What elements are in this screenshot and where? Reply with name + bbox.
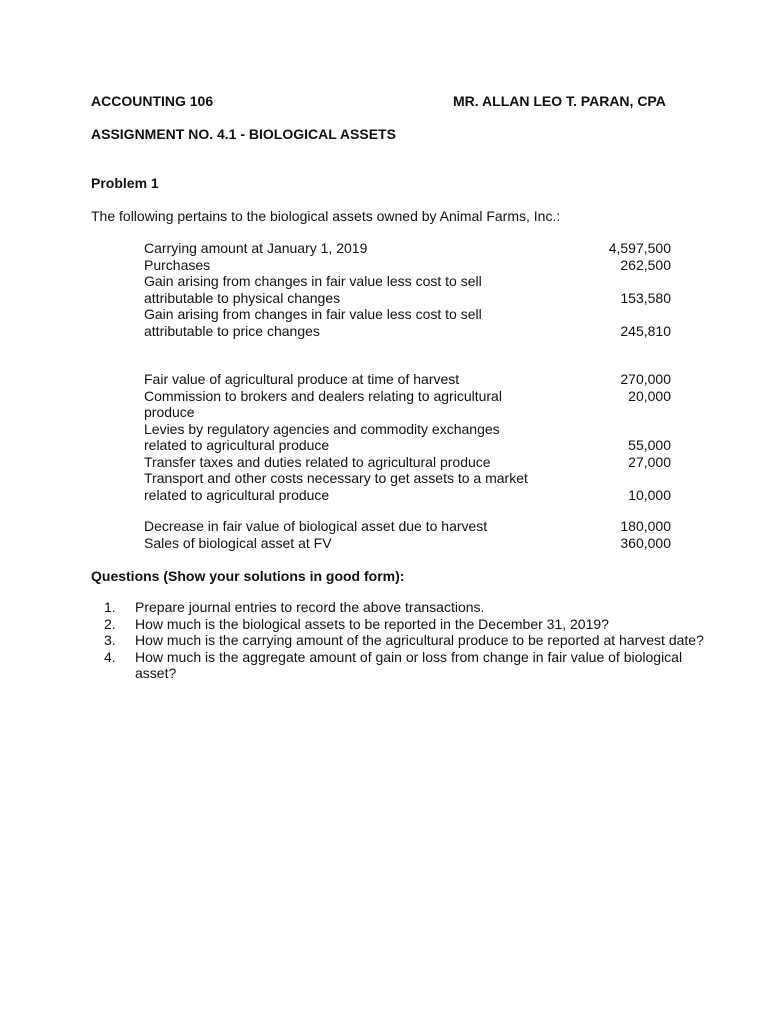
item-row bbox=[144, 306, 671, 323]
item-row bbox=[144, 388, 671, 405]
item-row bbox=[144, 371, 671, 388]
course-title: ACCOUNTING 106 bbox=[91, 93, 214, 109]
item-label: Transfer taxes and duties related to agricultural produce bbox=[144, 453, 491, 470]
item-label: Gain arising from changes in fair value less cost to sell bbox=[144, 273, 482, 289]
item-label: Sales of biological asset at FV bbox=[144, 534, 332, 551]
item-amount: 27,000 bbox=[628, 453, 671, 470]
item-amount: 180,000 bbox=[620, 518, 671, 534]
item-group-opening bbox=[144, 240, 671, 339]
item-row bbox=[144, 290, 671, 307]
item-row bbox=[144, 487, 671, 504]
question-item bbox=[104, 615, 725, 633]
question-number: 2. bbox=[104, 615, 116, 632]
questions-heading: Questions (Show your solutions in good form): bbox=[91, 568, 405, 584]
item-group-produce bbox=[144, 371, 671, 503]
item-row bbox=[144, 421, 671, 438]
item-amount: 4,597,500 bbox=[608, 240, 671, 256]
item-amount: 262,500 bbox=[620, 256, 671, 273]
item-amount: 20,000 bbox=[628, 387, 671, 404]
question-text: Prepare journal entries to record the above transactions. bbox=[135, 599, 485, 615]
item-label: attributable to price changes bbox=[144, 322, 320, 339]
question-item bbox=[104, 648, 725, 682]
item-label: Decrease in fair value of biological asset due to harvest bbox=[144, 518, 488, 534]
question-number: 1. bbox=[104, 599, 116, 615]
item-label: related to agricultural produce bbox=[144, 437, 330, 453]
question-text: How much is the biological assets to be reported in the December 31, 2019? bbox=[135, 615, 609, 632]
questions-list bbox=[91, 599, 725, 682]
question-number: 3. bbox=[104, 632, 116, 648]
item-label: Fair value of agricultural produce at time of harvest bbox=[144, 371, 460, 387]
item-label: Transport and other costs necessary to get assets to a market bbox=[144, 470, 528, 486]
question-text: How much is the carrying amount of the agricultural produce to be reported at harvest date? bbox=[135, 632, 704, 648]
item-row bbox=[144, 240, 671, 257]
item-label: Carrying amount at January 1, 2019 bbox=[144, 240, 368, 256]
item-row bbox=[144, 437, 671, 454]
item-row bbox=[144, 535, 671, 552]
question-number: 4. bbox=[104, 648, 116, 665]
item-label: Purchases bbox=[144, 256, 211, 273]
assignment-title: ASSIGNMENT NO. 4.1 - BIOLOGICAL ASSETS bbox=[91, 126, 396, 142]
item-row bbox=[144, 323, 671, 340]
item-row bbox=[144, 273, 671, 290]
item-label: attributable to physical changes bbox=[144, 289, 341, 306]
problem-title: Problem 1 bbox=[91, 175, 159, 191]
question-item bbox=[104, 632, 725, 649]
item-amount: 360,000 bbox=[620, 534, 671, 551]
item-label: Levies by regulatory agencies and commodity exchanges bbox=[144, 420, 500, 437]
item-amount: 55,000 bbox=[628, 437, 671, 453]
item-row bbox=[144, 518, 671, 535]
item-amount: 245,810 bbox=[620, 322, 671, 339]
item-amount: 10,000 bbox=[628, 486, 671, 503]
item-label: produce bbox=[144, 404, 195, 420]
item-row bbox=[144, 257, 671, 274]
item-label: Commission to brokers and dealers relating to agricultural bbox=[144, 387, 502, 404]
item-row bbox=[144, 454, 671, 471]
instructor-name: MR. ALLAN LEO T. PARAN, CPA bbox=[453, 93, 666, 109]
problem-intro: The following pertains to the biological assets owned by Animal Farms, Inc.: bbox=[91, 208, 561, 224]
question-text: How much is the aggregate amount of gain or loss from change in fair value of biological asset? bbox=[135, 648, 683, 681]
item-label: Gain arising from changes in fair value less cost to sell bbox=[144, 306, 482, 322]
item-amount: 270,000 bbox=[620, 371, 671, 387]
item-amount: 153,580 bbox=[620, 289, 671, 306]
item-row bbox=[144, 404, 671, 421]
question-item bbox=[104, 599, 725, 616]
item-label: related to agricultural produce bbox=[144, 486, 330, 503]
item-group-harvest bbox=[144, 518, 671, 551]
item-row bbox=[144, 470, 671, 487]
